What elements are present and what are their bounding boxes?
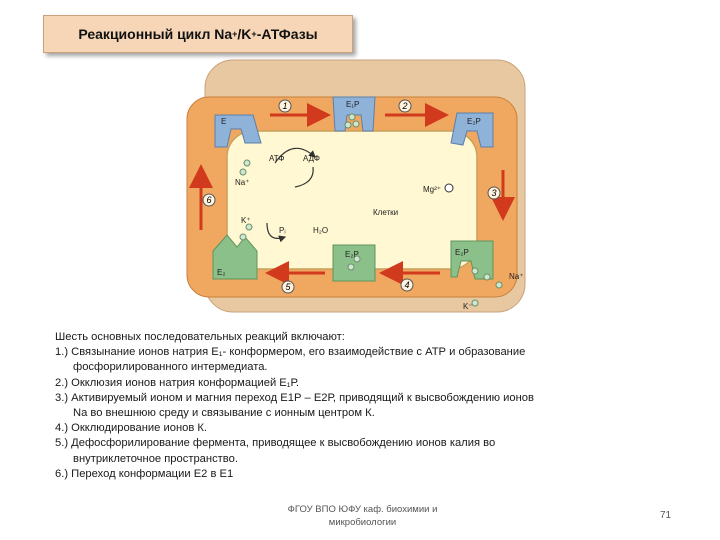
step-6-line: 6.) Переход конформации Е2 в Е1 — [55, 467, 234, 480]
label-h2o: H₂O — [313, 226, 329, 235]
title-middle: /K — [237, 26, 252, 42]
mg-ion-icon — [445, 184, 453, 192]
step-3-label: 3 — [491, 188, 497, 198]
na-k-atpase-cycle-diagram — [175, 55, 555, 317]
label-e2p-lower-right: E₂P — [455, 248, 469, 257]
label-na-in: Na⁺ — [235, 178, 250, 187]
step-3-line-2: Na во внешнюю среду и связывание с ионным центром К. — [73, 407, 375, 420]
title-sup1: + — [232, 29, 238, 39]
step-1-label: 1 — [282, 101, 288, 111]
step-4-label: 4 — [404, 280, 410, 290]
label-e2p-right: E₂P — [467, 117, 481, 126]
step-5-line-2: внутриклеточное пространство. — [73, 452, 238, 465]
steps-intro: Шесть основных последовательных реакций включают: — [55, 331, 345, 343]
label-pi: Pᵢ — [279, 226, 286, 235]
page-number: 71 — [660, 510, 672, 521]
step-5-label: 5 — [285, 282, 291, 292]
label-e1p: E₁P — [346, 100, 360, 109]
label-na-out: Na⁺ — [509, 272, 524, 281]
label-k-out: K⁻ — [463, 302, 473, 311]
label-k-in: K⁺ — [241, 216, 251, 225]
title-suffix: -АТФазы — [256, 26, 318, 42]
step-6-label: 6 — [206, 195, 212, 205]
label-e2p-bottom: E₂P — [345, 250, 359, 259]
label-mg: Mg²⁺ — [423, 185, 441, 194]
title-prefix: Реакционный цикл Na — [78, 26, 233, 42]
step-2-line: 2.) Окклюзия ионов натрия конформацией Е₁Р. — [55, 376, 299, 389]
label-atp: АТФ — [269, 154, 285, 163]
slide-title — [43, 15, 353, 53]
step-1-line-2: фосфорилированного интермедиата. — [73, 361, 268, 374]
cycle-svg — [175, 55, 555, 317]
label-adp: АДФ — [303, 154, 320, 163]
step-5-line-1: 5.) Дефосфорилирование фермента, приводящее к высвобождению ионов калия во — [55, 437, 496, 450]
label-e1: E — [221, 117, 227, 126]
step-3-line-1: 3.) Активируемый ионом и магния переход Е1Р – Е2Р, приводящий к высвобождению ионов — [55, 391, 534, 404]
step-2-label: 2 — [402, 101, 408, 111]
label-cell: Клетки — [373, 208, 399, 217]
step-4-line: 4.) Окклюдирование ионов К. — [55, 422, 208, 435]
footer-affiliation — [270, 503, 455, 529]
reaction-steps — [55, 330, 655, 482]
footer-line-2: микробиологии — [328, 517, 397, 528]
step-1-line-1: 1.) Связынание ионов натрия Е₁- конформером, его взаимодействие с АТР и образование — [55, 346, 526, 359]
footer-line-1: ФГОУ ВПО ЮФУ каф. биохимии и — [287, 504, 438, 515]
label-e2: E₂ — [217, 268, 226, 277]
title-sup2: + — [251, 29, 257, 39]
